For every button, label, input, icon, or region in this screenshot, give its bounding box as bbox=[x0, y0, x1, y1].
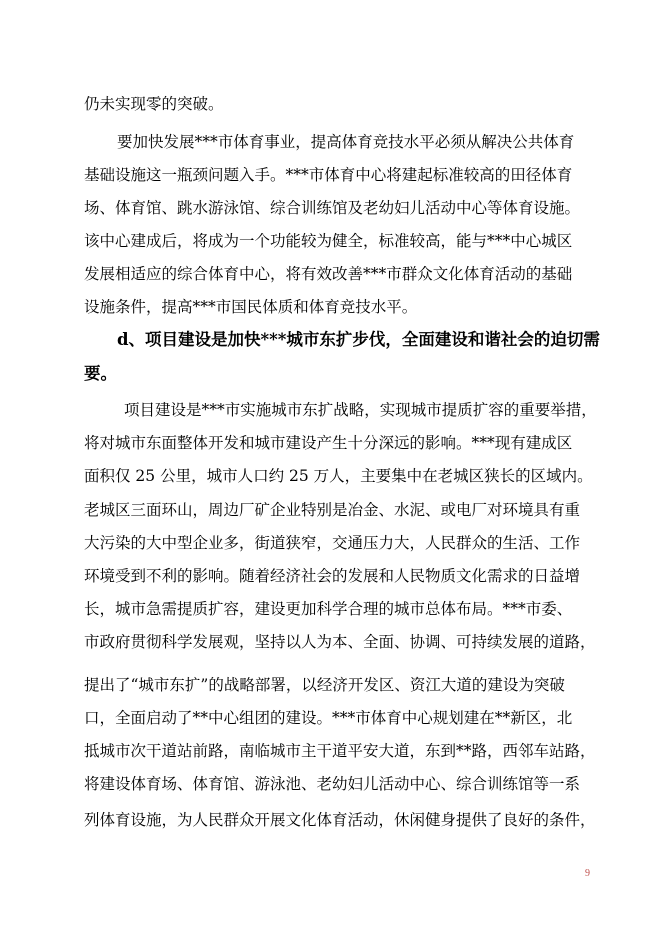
text-line: 基础设施这一瓶颈问题入手。***市体育中心将建起标准较高的田径体育 bbox=[84, 166, 573, 184]
text-line: 场、体育馆、跳水游泳馆、综合训练馆及老幼妇儿活动中心等体育设施。 bbox=[84, 199, 581, 217]
text-line: 面积仅 25 公里，城市人口约 25 万人，主要集中在老城区狭长的区域内。 bbox=[84, 467, 593, 485]
text-line: 要加快发展***市体育事业，提高体育竞技水平必须从解决公共体育 bbox=[117, 133, 575, 151]
text-line: 大污染的大中型企业多，街道狭窄，交通压力大，人民群众的生活、工作 bbox=[84, 534, 581, 552]
text-line: 仍未实现零的突破。 bbox=[84, 95, 224, 113]
text-line: 发展相适应的综合体育中心，将有效改善***市群众文化体育活动的基础 bbox=[84, 265, 573, 283]
text-line: 列体育设施，为人民群众开展文化体育活动，休闲健身提供了良好的条件， bbox=[84, 811, 596, 829]
text-line: 长，城市急需提质扩容，建设更加科学合理的城市总体布局。***市委、 bbox=[84, 600, 573, 618]
page-number: 9 bbox=[585, 868, 590, 879]
section-heading: d、项目建设是加快***城市东扩步伐，全面建设和谐社会的迫切需 bbox=[117, 330, 600, 349]
text-line: 将对城市东面整体开发和城市建设产生十分深远的影响。***现有建成区 bbox=[84, 434, 573, 452]
text-line: 提出了“城市东扩”的战略部署，以经济开发区、资江大道的建设为突破 bbox=[84, 676, 565, 694]
section-heading-cont: 要。 bbox=[84, 364, 117, 383]
text-line: 抵城市次干道站前路，南临城市主干道平安大道，东到**路，西邻车站路， bbox=[84, 742, 596, 760]
text-line: 环境受到不利的影响。随着经济社会的发展和人民物质文化需求的日益增 bbox=[84, 567, 581, 585]
text-line: 将建设体育场、体育馆、游泳池、老幼妇儿活动中心、综合训练馆等一系 bbox=[84, 775, 581, 793]
text-line: 市政府贯彻科学发展观，坚持以人为本、全面、协调、可持续发展的道路， bbox=[84, 633, 596, 651]
text-line: 设施条件，提高***市国民体质和体育竞技水平。 bbox=[84, 298, 418, 316]
text-line: 老城区三面环山，周边厂矿企业特别是冶金、水泥、或电厂对环境具有重 bbox=[84, 501, 581, 519]
text-line: 该中心建成后，将成为一个功能较为健全，标准较高，能与***中心城区 bbox=[84, 232, 573, 250]
text-line: 口，全面启动了**中心组团的建设。***市体育中心规划建在**新区，北 bbox=[84, 709, 573, 727]
text-line: 项目建设是***市实施城市东扩战略，实现城市提质扩容的重要举措， bbox=[124, 401, 597, 419]
